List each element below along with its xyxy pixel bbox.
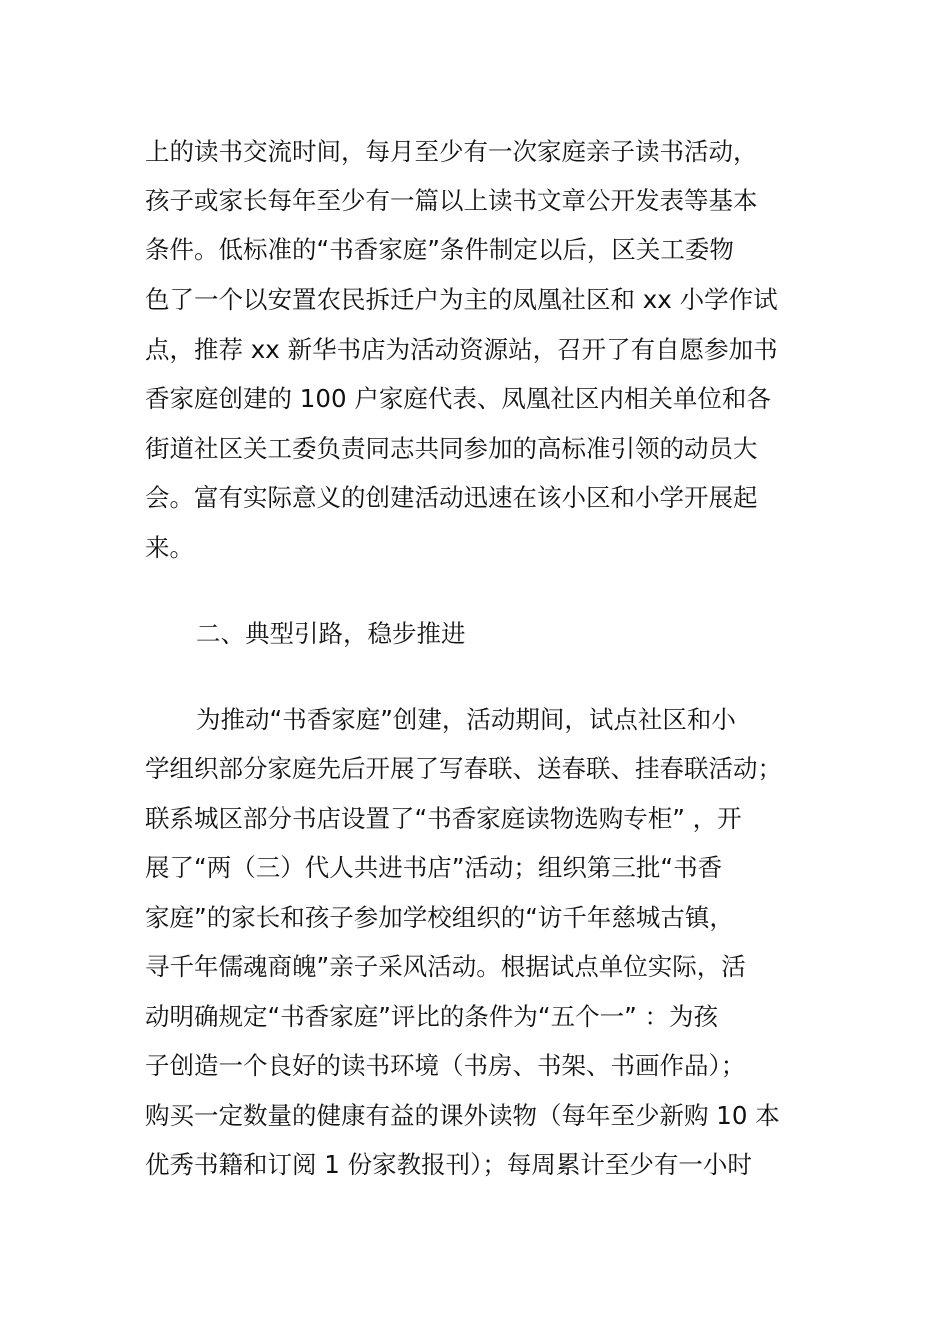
paragraph-2-line: 联系城区部分书店设置了“书香家庭读物选购专柜” ，开 <box>145 804 742 833</box>
paragraph-2-line: 寻千年儒魂商魄”亲子采风活动。根据试点单位实际，活 <box>145 952 746 981</box>
paragraph-1-line: 孩子或家长每年至少有一篇以上读书文章公开发表等基本 <box>145 186 758 215</box>
paragraph-1-line: 会。富有实际意义的创建活动迅速在该小区和小学开展起 <box>145 483 758 512</box>
paragraph-2-line: 家庭”的家长和孩子参加学校组织的“访千年慈城古镇， <box>145 903 734 932</box>
section-heading-text: 二、典型引路，稳步推进 <box>196 619 466 648</box>
paragraph-1-line: 街道社区关工委负责同志共同参加的高标准引领的动员大 <box>145 434 758 463</box>
paragraph-1-line: 点，推荐 xx 新华书店为活动资源站，召开了有自愿参加书 <box>145 335 778 364</box>
paragraph-1-line: 上的读书交流时间，每月至少有一次家庭亲子读书活动， <box>145 137 758 166</box>
paragraph-2-line: 购买一定数量的健康有益的课外读物（每年至少新购 10 本 <box>145 1101 780 1130</box>
paragraph-1-line: 香家庭创建的 100 户家庭代表、凤凰社区内相关单位和各 <box>145 384 771 413</box>
paragraph-1-line: 色了一个以安置农民拆迁户为主的凤凰社区和 xx 小学作试 <box>145 285 778 314</box>
paragraph-1-line: 来。 <box>145 533 194 562</box>
paragraph-2-line: 优秀书籍和订阅 1 份家教报刊）；每周累计至少有一小时 <box>145 1150 752 1179</box>
paragraph-2-line: 为推动“书香家庭”创建，活动期间，试点社区和小 <box>196 705 736 734</box>
paragraph-2-line: 动明确规定“书香家庭”评比的条件为“五个一” ：为孩 <box>145 1002 719 1031</box>
paragraph-2-line: 学组织部分家庭先后开展了写春联、送春联、挂春联活动； <box>145 754 782 783</box>
paragraph-2-line: 子创造一个良好的读书环境（书房、书架、书画作品）； <box>145 1051 746 1080</box>
paragraph-2-line: 展了“两（三）代人共进书店”活动；组织第三批“书香 <box>145 853 723 882</box>
paragraph-1-line: 条件。低标准的“书香家庭”条件制定以后，区关工委物 <box>145 235 734 264</box>
